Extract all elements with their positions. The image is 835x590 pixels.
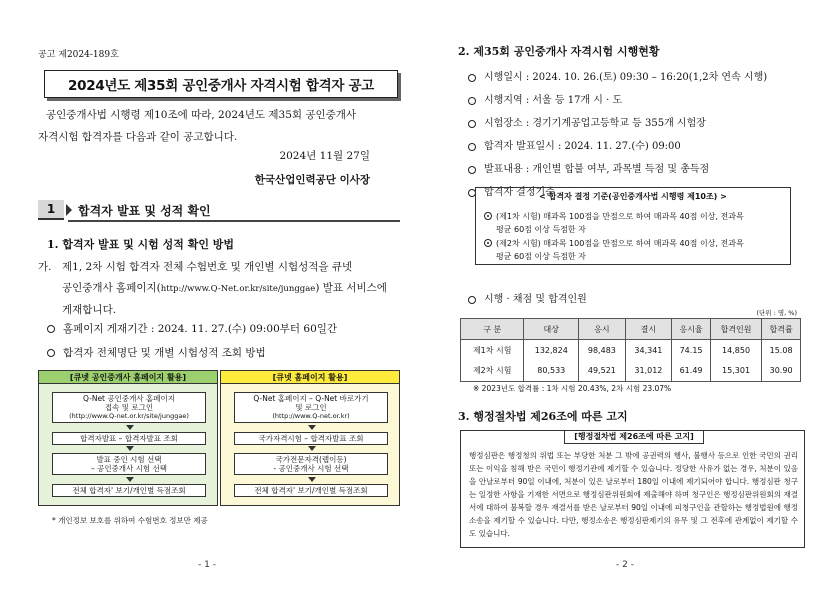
arrow-down-icon xyxy=(126,425,134,430)
table-cell: 31,012 xyxy=(625,361,672,382)
criteria-text: 평균 60점 이상 득점한 자 xyxy=(496,225,586,234)
table-header: 대상 xyxy=(524,319,579,340)
bullet-text: 홈페이지 게재기간 : 2024. 11. 27.(수) 09:00부터 60일간 xyxy=(63,323,338,335)
legal-notice-header: [행정절차법 제26조에 따른 고지] xyxy=(564,430,704,444)
table-header: 결시 xyxy=(625,319,672,340)
step-text: Q-Net 공인중개사 홈페이지 xyxy=(83,394,175,403)
flow-step-login xyxy=(234,392,388,423)
triangle-icon xyxy=(66,204,72,216)
table-cell: 80,533 xyxy=(524,361,579,382)
bullet-posting-period xyxy=(47,321,337,336)
bullet-lookup-method xyxy=(47,345,266,360)
flow-step-view: 전체 합격자' 보기/개인별 득점조회 xyxy=(234,484,388,497)
table-cell: 제1차 시험 xyxy=(461,340,524,361)
intro-line-1: 공인중개사법 시행령 제10조에 따라, 2024년도 제35회 공인중개사 xyxy=(46,109,357,121)
circle-bullet-icon xyxy=(47,349,55,357)
subheading-2: 2. 제35회 공인중개사 자격시험 시행현황 xyxy=(458,45,660,58)
table-header-row xyxy=(461,319,801,340)
criteria-box xyxy=(475,187,791,265)
legal-notice-body: 행정심판은 행정청의 위법 또는 부당한 처분 그 밖에 공권력의 행사, 불행사 등으로 인한 국민의 권리 또는 이익을 침해 받은 국민이 행정기관에 제기할 수 있습니다. 정당한 사유가 없는 경우, 처분이 있음을 안날로부터 90일 이내에, 처분이 있은 날로부터 180일 이내에 제기되어야 합니다. 행정심판 청구는 일정한 사항을 기재한 서면으로 행정심판위원회에 제출해야 하며 청구인은 행정심판위원회의 재결서에 대하여 불복할 경우 재결서를 받은 날로부터 90일 이내에 피청구인을 관할하는 행정법원에 행정소송을 제기할 수 있습니다. 다만, 행정소송은 행정심판제기의 유무 및 그 전후에 관계없이 제기할 수 도 있습니다. xyxy=(469,451,798,538)
arrow-down-icon xyxy=(308,425,316,430)
arrow-down-icon xyxy=(308,477,316,482)
step-text: 및 로그인 xyxy=(295,403,327,412)
bullet-region xyxy=(468,91,622,106)
step-text: 접속 및 로그인 xyxy=(104,403,154,412)
table-cell: 98,483 xyxy=(579,340,626,361)
bullet-text: 합격자 결정기준 xyxy=(484,187,555,198)
table-cell: 74.15 xyxy=(672,340,711,361)
criteria-text: (제1차 시험) 매과목 100점을 만점으로 하여 매과목 40점 이상, 전과목 xyxy=(496,212,744,221)
bullet-text: 시험장소 : 경기기계공업고등학교 등 355개 시험장 xyxy=(484,118,706,129)
table-row xyxy=(461,340,801,361)
flow-step-results: 합격자발표 – 합격자발표 조회 xyxy=(52,432,206,445)
page-number: - 1 - xyxy=(198,560,216,570)
criteria-second-exam xyxy=(484,237,782,263)
arrow-down-icon xyxy=(126,477,134,482)
table-cell: 30.90 xyxy=(762,361,801,382)
ga-line-2b: ) 발표 서비스에 xyxy=(315,282,387,294)
table-cell: 15.08 xyxy=(762,340,801,361)
flow-qnet-junggae xyxy=(38,370,218,506)
bullet-dot-icon xyxy=(484,239,492,247)
item-label: 가. xyxy=(38,261,52,273)
page-number: - 2 - xyxy=(616,560,634,570)
criteria-text: 평균 60점 이상 득점한 자 xyxy=(496,252,586,261)
unit-label: (단위 : 명, %) xyxy=(756,309,797,317)
arrow-down-icon xyxy=(126,446,134,451)
bullet-dot-icon xyxy=(484,212,492,220)
legal-notice-box xyxy=(460,430,805,548)
table-cell: 15,301 xyxy=(710,361,761,382)
bullet-place xyxy=(468,114,706,129)
flow-step-select xyxy=(52,453,206,475)
criteria-first-exam xyxy=(484,210,782,236)
arrow-down-icon xyxy=(308,446,316,451)
circle-bullet-icon xyxy=(468,143,476,151)
bullet-exam-date xyxy=(468,68,767,83)
step-text: Q-Net 홈페이지 – Q-Net 바로가기 xyxy=(253,394,369,403)
stats-note: ※ 2023년도 합격률 : 1차 시험 20.43%, 2차 시험 23.07% xyxy=(473,384,672,393)
circle-bullet-icon xyxy=(468,166,476,174)
step-text: 발표 중인 시험 선택 xyxy=(96,455,162,464)
step-text: - 공인중개사 시험 선택 xyxy=(273,464,349,473)
ga-line-3: 게재합니다. xyxy=(62,304,117,316)
page-2 xyxy=(418,0,835,590)
circle-bullet-icon xyxy=(47,325,55,333)
flow-step-results: 국가자격시험 – 합격자발표 조회 xyxy=(234,432,388,445)
section-underline xyxy=(68,220,400,222)
bullet-text: 시행일시 : 2024. 10. 26.(토) 09:30 – 16:20(1,2차 연속 시행) xyxy=(484,72,768,83)
table-cell: 61.49 xyxy=(672,361,711,382)
footnote: * 개인정보 보호를 위하여 수험번호 정보만 제공 xyxy=(52,516,208,525)
intro-paragraph xyxy=(38,104,400,148)
bullet-content xyxy=(468,160,709,175)
circle-bullet-icon xyxy=(468,97,476,105)
ga-line-1: 제1, 2차 시험 합격자 전체 수험번호 및 개인별 시험성적을 큐넷 xyxy=(62,261,353,273)
flow-step-view: 전체 합격자' 보기/개인별 득점조회 xyxy=(52,484,206,497)
issuing-organization: 한국산업인력공단 이사장 xyxy=(254,174,370,186)
table-cell: 제2차 시험 xyxy=(461,361,524,382)
step-url[interactable]: (http://www.Q-net.or.kr/site/junggae) xyxy=(69,412,189,420)
circle-bullet-icon xyxy=(468,296,476,304)
table-header: 응시율 xyxy=(672,319,711,340)
table-cell: 132,824 xyxy=(524,340,579,361)
notice-number: 공고 제2024-189호 xyxy=(38,50,119,60)
bullet-text: 합격자 발표일시 : 2024. 11. 27.(수) 09:00 xyxy=(484,141,681,152)
section-heading-1 xyxy=(38,198,400,222)
qnet-junggae-link[interactable]: http://www.Q-Net.or.kr/site/junggae xyxy=(160,284,316,294)
step-text: 국가전문자격(랩이등) xyxy=(275,455,347,464)
circle-bullet-icon xyxy=(468,74,476,82)
table-cell: 14,850 xyxy=(710,340,761,361)
ga-line-2a: 공인중개사 홈페이지( xyxy=(62,282,161,294)
intro-line-2: 자격시험 합격자를 다음과 같이 공고합니다. xyxy=(38,131,238,143)
circle-bullet-icon xyxy=(468,120,476,128)
flow-step-login xyxy=(52,392,206,423)
table-cell: 34,341 xyxy=(625,340,672,361)
bullet-text: 합격자 전체명단 및 개별 시험성적 조회 방법 xyxy=(63,347,266,359)
flow-step-select xyxy=(234,453,388,475)
section-title: 합격자 발표 및 성적 확인 xyxy=(78,203,211,218)
subheading-1: 1. 합격자 발표 및 시험 성적 확인 방법 xyxy=(47,238,235,251)
criteria-text: (제2차 시험) 매과목 100점을 만점으로 하여 매과목 40점 이상, 전과목 xyxy=(496,239,744,248)
table-cell: 49,521 xyxy=(579,361,626,382)
bullet-text: 발표내용 : 개인별 합불 여부, 과목별 득점 및 총득점 xyxy=(484,164,710,175)
bullet-text: 시행지역 : 서울 등 17개 시 · 도 xyxy=(484,95,623,106)
table-row xyxy=(461,361,801,382)
step-text: – 공인중개사 시험 선택 xyxy=(90,464,168,473)
section-number: 1 xyxy=(38,200,64,220)
table-header: 합격률 xyxy=(762,319,801,340)
paragraph-ga xyxy=(38,257,398,321)
criteria-header: < 합격자 결정 기준(공인중개사법 시행령 제10조) > xyxy=(539,192,727,201)
bullet-stats xyxy=(468,290,587,305)
bullet-announce-date xyxy=(468,137,681,152)
notice-date: 2024년 11월 27일 xyxy=(279,150,370,162)
table-header: 합격인원 xyxy=(710,319,761,340)
flow-qnet-main xyxy=(220,370,400,506)
table-header: 구 분 xyxy=(461,319,524,340)
bullet-text: 시행 · 채점 및 합격인원 xyxy=(484,294,587,305)
stats-table xyxy=(460,318,801,382)
flow-header: [큐넷 공인중개사 홈페이지 활용] xyxy=(39,371,217,384)
flow-header: [큐넷 홈페이지 활용] xyxy=(221,371,399,384)
notice-title: 2024년도 제35회 공인중개사 자격시험 합격자 공고 xyxy=(44,70,398,98)
step-url[interactable]: (http://www.Q-net.or.kr) xyxy=(272,412,350,420)
subheading-3: 3. 행정절차법 제26조에 따른 고지 xyxy=(458,410,628,423)
table-header: 응시 xyxy=(579,319,626,340)
